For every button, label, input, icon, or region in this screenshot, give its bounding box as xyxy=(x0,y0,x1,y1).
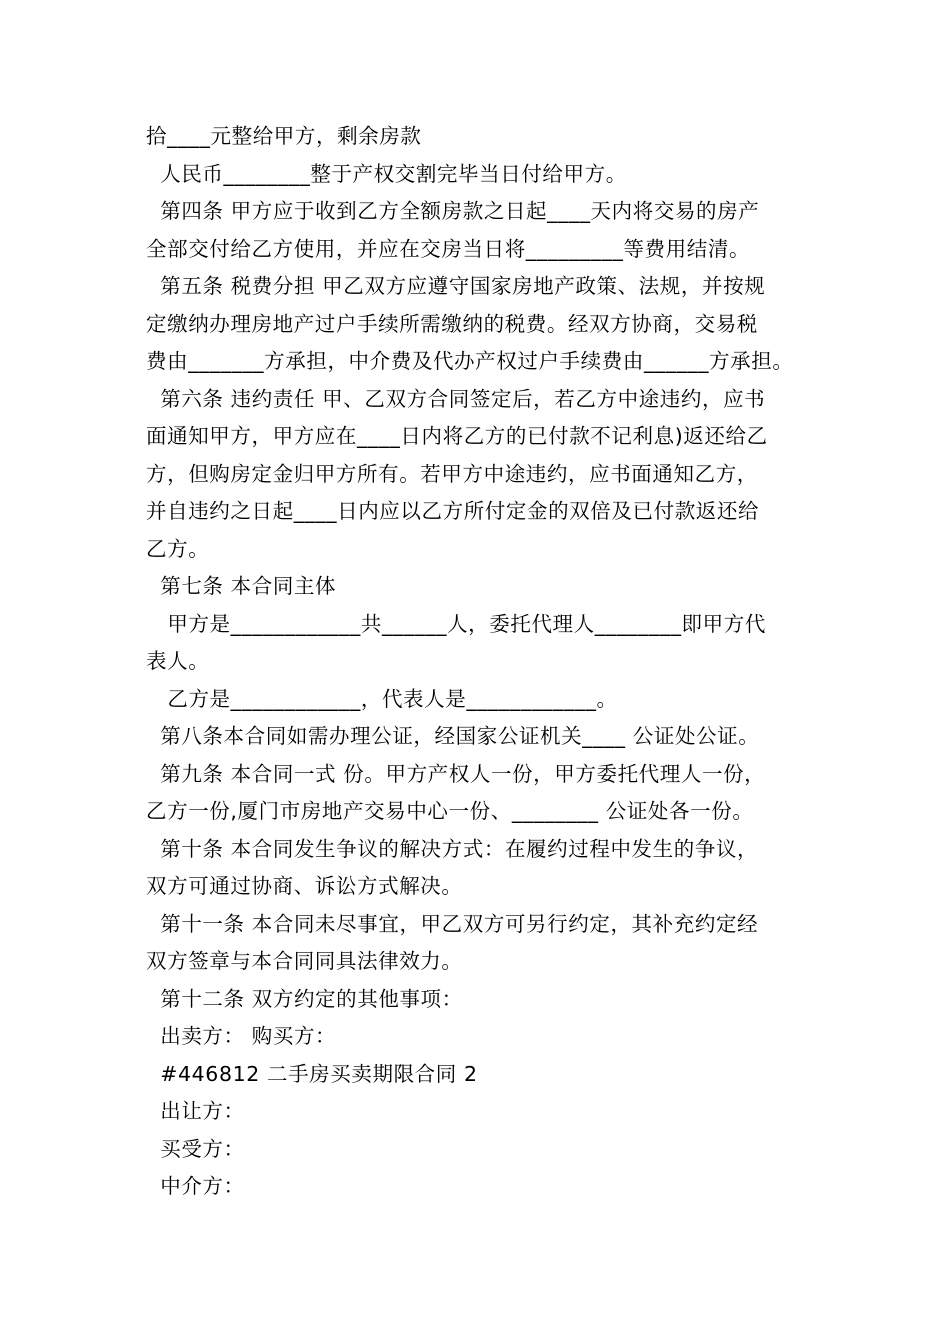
text-line: 费由_______方承担，中介费及代办产权过户手续费由______方承担。 xyxy=(146,349,794,373)
text-line: 第四条 甲方应于收到乙方全额房款之日起____天内将交易的房产 xyxy=(146,199,760,223)
text-line: 全部交付给乙方使用，并应在交房当日将_________等费用结清。 xyxy=(146,236,751,261)
contract-text xyxy=(146,118,811,1206)
text-line: 甲方是____________共______人，委托代理人________即甲方代 xyxy=(146,611,766,636)
text-line: 出卖方： 购买方： xyxy=(146,1024,337,1048)
text-line: 表人。 xyxy=(146,649,210,673)
text-line: 乙方一份,厦门市房地产交易中心一份、________ 公证处各一份。 xyxy=(146,799,754,823)
text-line: 第十条 本合同发生争议的解决方式：在履约过程中发生的争议， xyxy=(146,836,759,861)
text-line: 第七条 本合同主体 xyxy=(146,574,337,598)
text-line: 拾____元整给甲方，剩余房款 xyxy=(146,124,422,148)
text-line: 定缴纳办理房地产过户手续所需缴纳的税费。经双方协商，交易税 xyxy=(146,311,758,336)
text-line: 中介方： xyxy=(146,1174,245,1198)
text-line: 第九条 本合同一式 份。甲方产权人一份，甲方委托代理人一份， xyxy=(146,761,766,786)
text-line: 第八条本合同如需办理公证，经国家公证机关____ 公证处公证。 xyxy=(146,724,760,748)
text-line: 第十二条 双方约定的其他事项： xyxy=(146,986,463,1011)
text-line: 面通知甲方，甲方应在____日内将乙方的已付款不记利息)返还给乙 xyxy=(146,424,768,448)
text-line: 乙方是____________，代表人是____________。 xyxy=(146,686,618,711)
text-line: #446812 二手房买卖期限合同 2 xyxy=(146,1061,478,1086)
text-line: 并自违约之日起____日内应以乙方所付定金的双倍及已付款返还给 xyxy=(146,499,760,523)
text-line: 双方可通过协商、诉讼方式解决。 xyxy=(146,874,463,898)
text-line: 双方签章与本合同同具法律效力。 xyxy=(146,949,463,973)
text-line: 出让方： xyxy=(146,1099,245,1123)
text-line: 第十一条 本合同未尽事宜，甲乙双方可另行约定，其补充约定经 xyxy=(146,911,759,936)
text-line: 方，但购房定金归甲方所有。若甲方中途违约，应书面通知乙方， xyxy=(146,461,758,486)
text-line: 人民币________整于产权交割完毕当日付给甲方。 xyxy=(146,161,627,186)
text-line: 第五条 税费分担 甲乙双方应遵守国家房地产政策、法规，并按规 xyxy=(146,274,766,298)
text-line: 买受方： xyxy=(146,1136,245,1161)
text-line: 乙方。 xyxy=(146,536,210,561)
text-line: 第六条 违约责任 甲、乙双方合同签定后，若乙方中途违约，应书 xyxy=(146,386,766,411)
